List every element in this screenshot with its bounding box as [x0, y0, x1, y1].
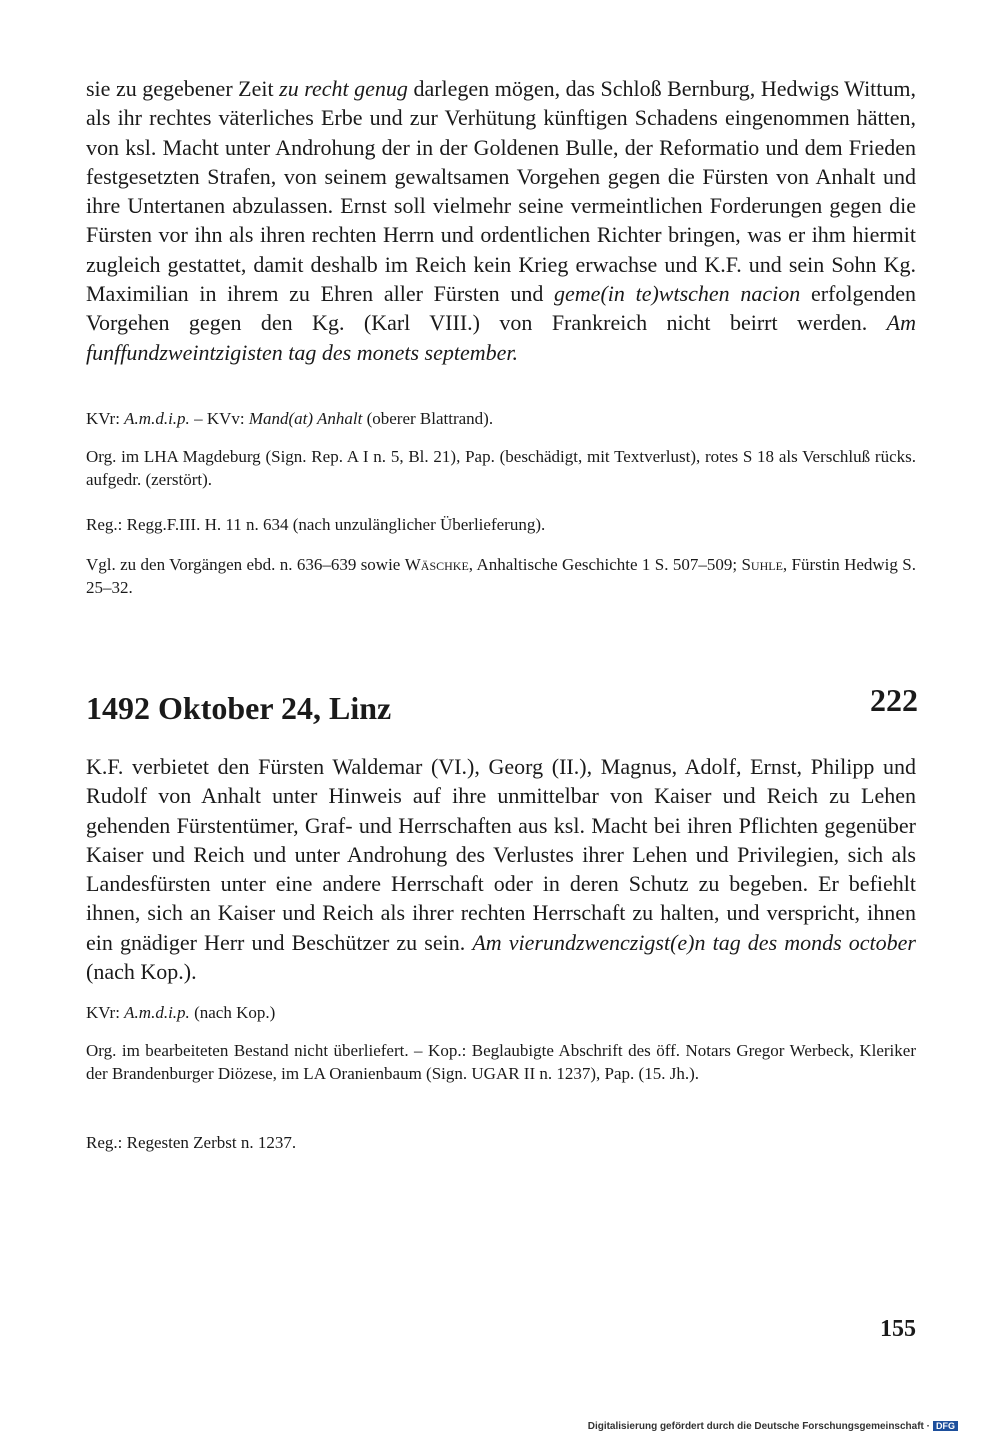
regest-paragraph-222: K.F. verbietet den Fürsten Waldemar (VI.), Georg (II.), Magnus, Adolf, Ernst, Philipp und Rudolf von Anhalt unter Hinweis auf ihre unmittelbar von Kaiser und Reich zu Lehen gehenden Fürstentümer, Graf- und Herrschaften aus ksl. Macht bei ihren Pflichten gegenüber Kaiser und Reich und unter Androhung des Verlustes ihrer Lehen und Privilegien, sich als Landesfürsten unter eine andere Herrschaft oder in deren Schutz zu begeben. Er befiehlt ihnen, sich an Kaiser und Reich als ihrer rechten Herrschaft zu halten, und verspricht, ihnen ein gnädiger Herr und Beschützer zu sein. Am vierundzwenczigst(e)n tag des monds october (nach Kop.). [86, 754, 916, 985]
register-note-1: Reg.: Regg.F.III. H. 11 n. 634 (nach unzulänglicher Überlieferung). [86, 515, 546, 534]
endorsement-note-2: KVr: A.m.d.i.p. (nach Kop.) [86, 1003, 276, 1022]
regest-continuation-paragraph: sie zu gegebener Zeit zu recht genug darlegen mögen, das Schloß Bernburg, Hedwigs Wittum, als ihr rechtes väterliches Erbe und zur Verhütung künftigen Schadens eingenommen hätten, von ksl. Macht unter Androhung der in der Goldenen Bulle, der Reformatio und dem Frieden festgesetzten Strafen, von seinem gewaltsamen Vorgehen gegen die Fürsten von Anhalt und ihre Untertanen abzulassen. Ernst soll vielmehr seine vermeintlichen Forderungen gegen die Fürsten vor ihn als ihren rechten Herrn und ordentlichen Richter bringen, was er ihm hiermit zugleich gestattet, damit deshalb im Reich kein Krieg erwachse und K.F. und sein Sohn Kg. Maximilian in ihrem zu Ehren aller Fürsten und geme(in te)wtschen nacion erfolgenden Vorgehen gegen den Kg. (Karl VIII.) von Frankreich nicht beirrt werden. Am funffundzweintzigisten tag des monets september. [86, 76, 917, 365]
original-note-1: Org. im LHA Magdeburg (Sign. Rep. A I n. 5, Bl. 21), Pap. (beschädigt, mit Textverlust), rotes S 18 als Verschluß rücks. aufgedr. (zerstört). [86, 447, 916, 489]
comparison-note-1: Vgl. zu den Vorgängen ebd. n. 636–639 sowie Wäschke, Anhaltische Geschichte 1 S. 507–509; Suhle, Fürstin Hedwig S. 25–32. [86, 555, 916, 597]
page-number: 155 [880, 1316, 916, 1342]
document-heading [86, 682, 918, 728]
digitization-footer: Digitalisierung gefördert durch die Deutsche Forschungsgemeinschaft · DFG [588, 1421, 958, 1432]
dfg-logo: DFG [933, 1421, 958, 1431]
document-date-place: 1492 Oktober 24, Linz [86, 690, 392, 726]
original-note-2: Org. im bearbeiteten Bestand nicht überliefert. – Kop.: Beglaubigte Abschrift des öff. Notars Gregor Werbeck, Kleriker der Brandenburger Diözese, im LA Oranienbaum (Sign. UGAR II n. 1237), Pap. (15. Jh.). [86, 1041, 916, 1083]
endorsement-note-1: KVr: A.m.d.i.p. – KVv: Mand(at) Anhalt (oberer Blattrand). [86, 409, 494, 428]
register-note-2: Reg.: Regesten Zerbst n. 1237. [86, 1133, 297, 1152]
document-number: 222 [870, 682, 918, 718]
